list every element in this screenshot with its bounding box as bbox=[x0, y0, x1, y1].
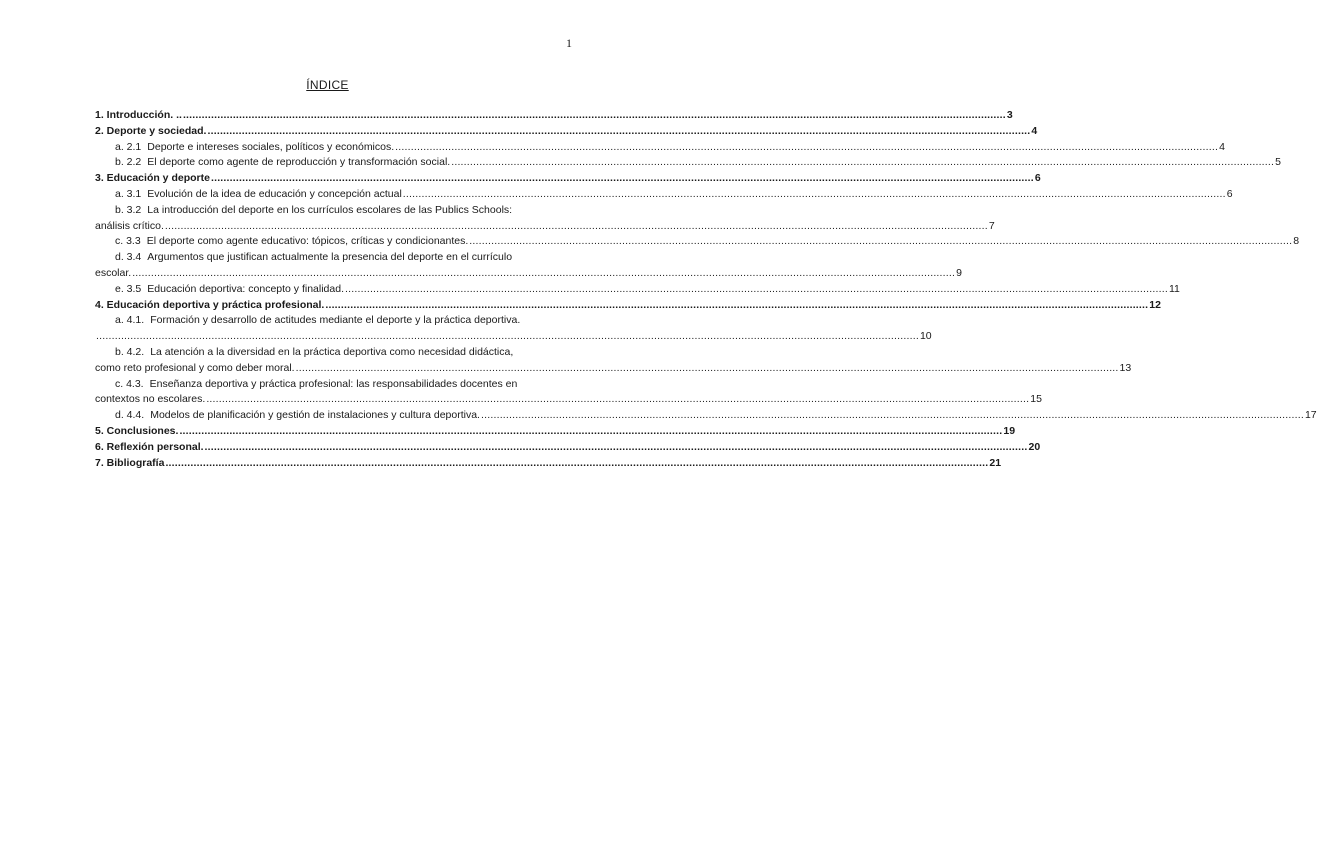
leader-dots bbox=[481, 408, 1304, 424]
toc-entry-text: Evolución de la idea de educación y concepción actual bbox=[147, 187, 402, 200]
toc-entry[interactable] bbox=[95, 171, 1041, 187]
toc-entry-page: 8 bbox=[1293, 235, 1300, 248]
toc-entry-number: d. 3.4 bbox=[115, 251, 142, 264]
leader-dots bbox=[296, 361, 1119, 377]
toc-entry-number: d. 4.4. bbox=[115, 409, 145, 422]
toc-entry-page: 17 bbox=[1304, 409, 1317, 422]
toc-subentry[interactable] bbox=[95, 155, 1281, 171]
toc-entry-text: 2. Deporte y sociedad. bbox=[95, 124, 207, 137]
toc-entry[interactable] bbox=[95, 440, 1041, 456]
toc-entry-text-continued: escolar. bbox=[95, 266, 132, 279]
leader-dots bbox=[165, 219, 988, 235]
toc-subentry[interactable] bbox=[95, 377, 1042, 409]
toc-entry-text: El deporte como agente de reproducción y transformación social. bbox=[147, 156, 451, 169]
toc-entry-text: 5. Conclusiones. bbox=[95, 424, 179, 437]
toc-entry-page: 15 bbox=[1030, 393, 1042, 406]
toc-entry-text-continued: como reto profesional y como deber moral. bbox=[95, 361, 295, 374]
leader-dots bbox=[96, 329, 919, 345]
toc-entry-page: 5 bbox=[1275, 156, 1281, 169]
page-title: ÍNDICE bbox=[306, 78, 349, 92]
toc-entry-page: 10 bbox=[919, 330, 932, 343]
toc-subentry[interactable] bbox=[95, 250, 962, 282]
page-number: 1 bbox=[566, 36, 572, 50]
toc-entry-number: b. 4.2. bbox=[115, 345, 145, 358]
toc-entry-page: 12 bbox=[1149, 298, 1161, 311]
leader-dots bbox=[183, 108, 1006, 124]
toc-entry[interactable] bbox=[95, 424, 1016, 440]
toc-entry-text: Modelos de planificación y gestión de instalaciones y cultura deportiva. bbox=[150, 409, 480, 422]
toc-entry-text-continued: contextos no escolares. bbox=[95, 393, 206, 406]
toc-entry-text: 7. Bibliografía bbox=[95, 456, 165, 469]
toc-entry-text: La atención a la diversidad en la práctica deportiva como necesidad didáctica, bbox=[150, 345, 514, 358]
toc-entry-page: 19 bbox=[1003, 424, 1016, 437]
leader-dots bbox=[206, 392, 1029, 408]
toc-entry-text: La introducción del deporte en los currículos escolares de las Publics Schools: bbox=[147, 203, 513, 216]
toc-entry[interactable] bbox=[95, 108, 1013, 124]
toc-entry-text: 1. Introducción. .. bbox=[95, 109, 182, 121]
toc-entry-number: b. 2.2 bbox=[115, 156, 142, 169]
toc-entry-page: 20 bbox=[1028, 440, 1041, 453]
toc-entry-number: c. 4.3. bbox=[115, 377, 144, 390]
toc-entry[interactable] bbox=[95, 456, 1002, 472]
toc-entry[interactable] bbox=[95, 124, 1038, 140]
toc-entry-number: a. 2.1 bbox=[115, 140, 142, 153]
toc-entry-text: Enseñanza deportiva y práctica profesional: las responsabilidades docentes en bbox=[149, 377, 518, 390]
toc-subentry[interactable] bbox=[95, 234, 1300, 250]
leader-dots bbox=[179, 424, 1002, 440]
toc-entry-text: Deporte e intereses sociales, políticos y económicos. bbox=[147, 140, 395, 153]
toc-entry-number: e. 3.5 bbox=[115, 282, 142, 295]
leader-dots bbox=[205, 440, 1028, 456]
toc-entry-text: Formación y desarrollo de actitudes mediante el deporte y la práctica deportiva. bbox=[150, 314, 521, 327]
toc-entry[interactable] bbox=[95, 298, 1161, 314]
toc-entry-page: 4 bbox=[1219, 140, 1225, 153]
toc-entry-text: 6. Reflexión personal. bbox=[95, 440, 204, 453]
toc-entry-text-continued: análisis crítico. bbox=[95, 219, 164, 232]
toc-entry-number: c. 3.3 bbox=[115, 235, 141, 248]
toc-entry-page: 4 bbox=[1031, 124, 1038, 137]
leader-dots bbox=[132, 266, 955, 282]
toc-entry-page: 13 bbox=[1119, 361, 1132, 374]
toc-entry-number: a. 3.1 bbox=[115, 187, 142, 200]
leader-dots bbox=[165, 456, 988, 472]
toc-entry-page: 6 bbox=[1226, 187, 1233, 200]
leader-dots bbox=[395, 140, 1218, 156]
leader-dots bbox=[345, 282, 1168, 298]
toc-subentry[interactable] bbox=[95, 345, 1132, 377]
toc-subentry[interactable] bbox=[95, 187, 1233, 203]
toc-subentry[interactable] bbox=[95, 203, 995, 235]
toc-entry-page: 3 bbox=[1006, 109, 1013, 121]
toc-entry-page: 9 bbox=[956, 266, 962, 279]
leader-dots bbox=[207, 124, 1030, 140]
toc-subentry[interactable] bbox=[95, 408, 1317, 424]
toc-entry-text: 4. Educación deportiva y práctica profesional. bbox=[95, 298, 325, 311]
toc-entry-page: 6 bbox=[1034, 172, 1041, 185]
toc-subentry[interactable] bbox=[95, 140, 1225, 156]
toc-entry-page: 21 bbox=[989, 456, 1002, 469]
toc-entry-text: El deporte como agente educativo: tópicos, críticas y condicionantes. bbox=[146, 235, 469, 248]
toc-subentry[interactable] bbox=[95, 282, 1180, 298]
leader-dots bbox=[469, 234, 1292, 250]
leader-dots bbox=[211, 171, 1034, 187]
table-of-contents bbox=[95, 108, 1317, 471]
toc-entry-number: a. 4.1. bbox=[115, 314, 145, 327]
toc-entry-text: Argumentos que justifican actualmente la presencia del deporte en el currículo bbox=[147, 251, 513, 264]
toc-entry-number: b. 3.2 bbox=[115, 203, 142, 216]
toc-entry-page: 7 bbox=[988, 219, 995, 232]
toc-entry-page: 11 bbox=[1168, 282, 1180, 295]
leader-dots bbox=[451, 155, 1274, 171]
leader-dots bbox=[325, 298, 1148, 314]
toc-subentry[interactable] bbox=[95, 313, 932, 345]
toc-entry-text: 3. Educación y deporte bbox=[95, 172, 210, 185]
leader-dots bbox=[403, 187, 1226, 203]
toc-entry-text: Educación deportiva: concepto y finalidad. bbox=[147, 282, 344, 295]
